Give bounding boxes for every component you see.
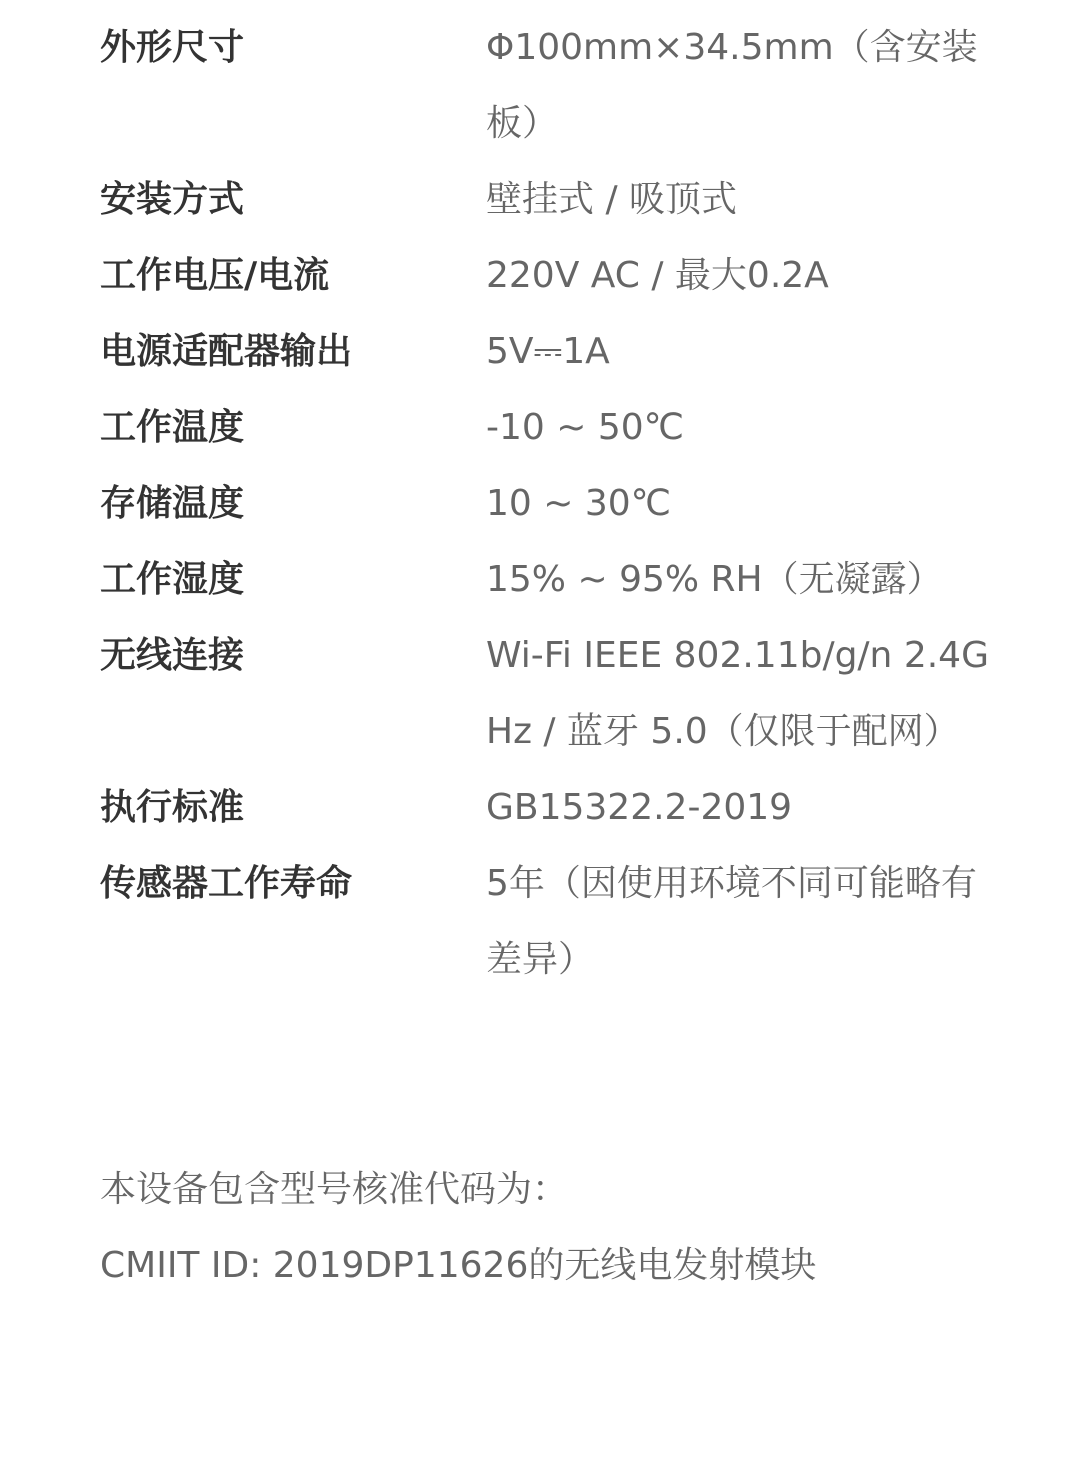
spec-label: 无线连接 <box>100 635 245 676</box>
spec-value: GB15322.2-2019 <box>486 787 793 828</box>
spec-value: Φ100mm×34.5mm（含安装板） <box>486 27 978 144</box>
spec-value: 15% ~ 95% RH（无凝露） <box>486 559 943 600</box>
spec-row-adapter-output <box>100 314 1000 390</box>
spec-row-operating-humidity <box>100 542 1000 618</box>
spec-value: -10 ~ 50℃ <box>486 407 685 448</box>
spec-value: 壁挂式 / 吸顶式 <box>486 179 738 220</box>
spec-table <box>100 10 1000 998</box>
spec-label: 工作湿度 <box>100 559 245 600</box>
spec-value: 220V AC / 最大0.2A <box>486 255 829 296</box>
spec-label: 安装方式 <box>100 179 245 220</box>
spec-label: 外形尺寸 <box>100 27 245 68</box>
spec-row-standard <box>100 770 1000 846</box>
spec-row-operating-temperature <box>100 390 1000 466</box>
spec-row-installation <box>100 162 1000 238</box>
spec-label: 工作电压/电流 <box>100 255 330 296</box>
spec-label: 存储温度 <box>100 483 245 524</box>
spec-label: 传感器工作寿命 <box>100 863 353 904</box>
spec-value: 10 ~ 30℃ <box>486 483 672 524</box>
spec-row-sensor-lifetime <box>100 846 1000 998</box>
spec-value: 5年（因使用环境不同可能略有差异） <box>486 863 977 980</box>
spec-label: 工作温度 <box>100 407 245 448</box>
spec-value: 5V⎓1A <box>486 331 610 372</box>
certification-line-2: CMIIT ID: 2019DP11626的无线电发射模块 <box>100 1245 817 1286</box>
spec-value: Wi-Fi IEEE 802.11b/g/n 2.4GHz / 蓝牙 5.0（仅限于配网） <box>486 635 989 752</box>
spec-label: 电源适配器输出 <box>100 331 353 372</box>
spec-row-dimensions <box>100 10 1000 162</box>
spec-row-voltage-current <box>100 238 1000 314</box>
spec-row-storage-temperature <box>100 466 1000 542</box>
spec-row-wireless <box>100 618 1000 770</box>
certification-note <box>100 1152 1000 1304</box>
spec-label: 执行标准 <box>100 787 245 828</box>
certification-line-1: 本设备包含型号核准代码为： <box>100 1169 569 1210</box>
